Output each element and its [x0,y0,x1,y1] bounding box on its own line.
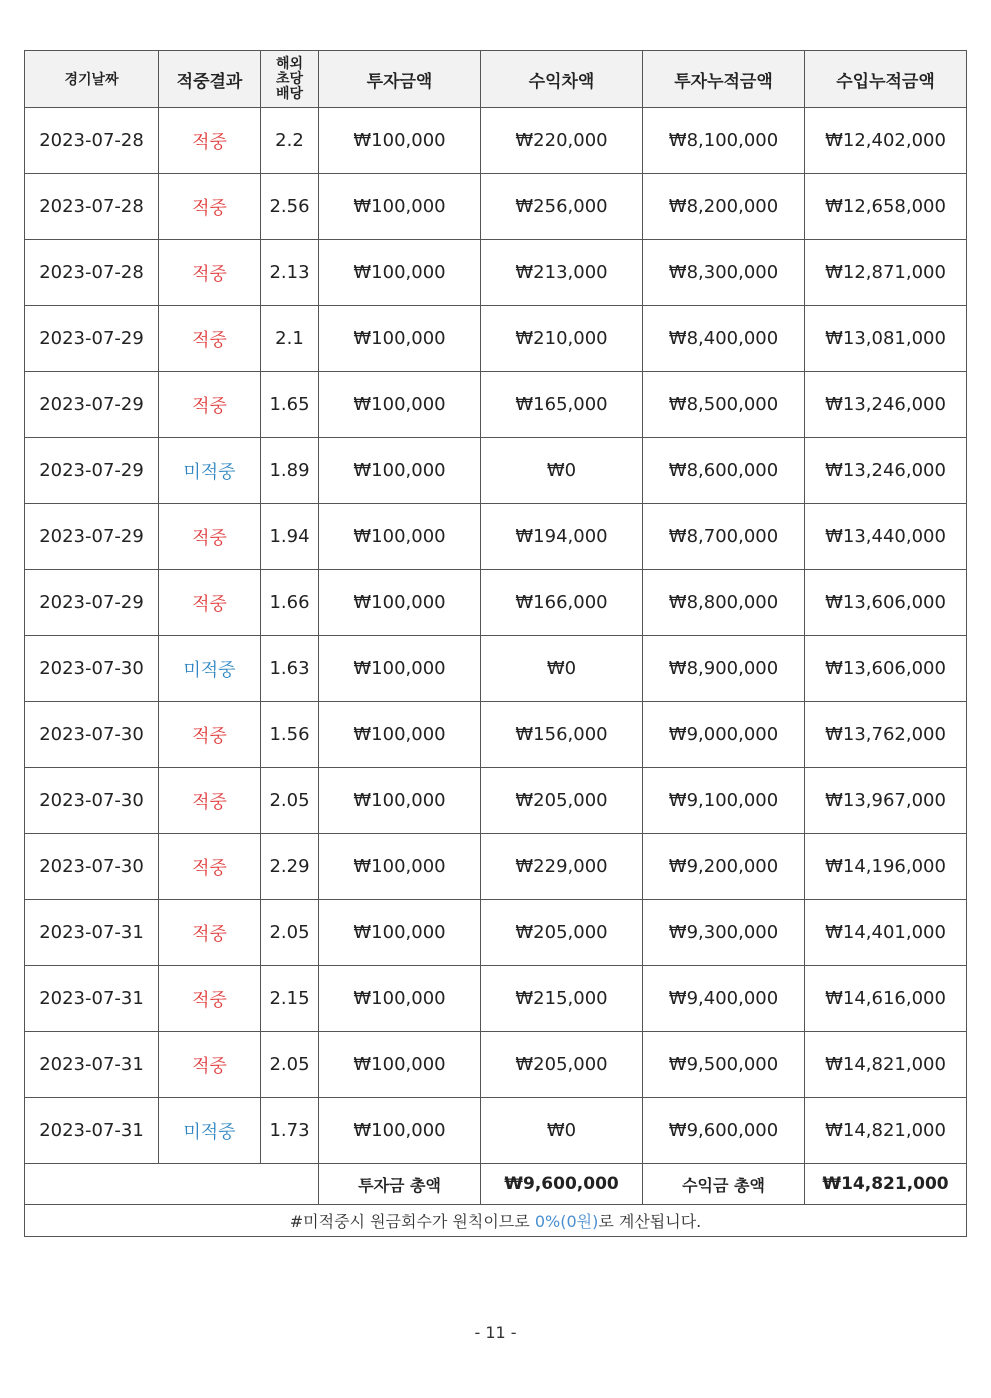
row-result: 적중 [159,768,261,834]
row-invest-cumulative: ₩9,400,000 [643,966,805,1032]
row-odds: 1.65 [261,372,319,438]
row-invest-cumulative: ₩8,900,000 [643,636,805,702]
row-date: 2023-07-28 [25,240,159,306]
table-row [25,900,967,966]
row-odds: 2.15 [261,966,319,1032]
header-odds-line-1: 해외 [275,55,304,72]
row-profit: ₩0 [481,1098,643,1164]
row-income-cumulative: ₩13,246,000 [805,438,967,504]
row-invest: ₩100,000 [319,504,481,570]
invest-total-label: 투자금 총액 [319,1164,481,1205]
row-invest: ₩100,000 [319,768,481,834]
row-date: 2023-07-28 [25,174,159,240]
row-result: 적중 [159,174,261,240]
row-odds: 1.63 [261,636,319,702]
row-income-cumulative: ₩13,606,000 [805,570,967,636]
invest-total-value: ₩9,600,000 [481,1164,643,1205]
row-date: 2023-07-29 [25,438,159,504]
row-result: 미적중 [159,636,261,702]
row-date: 2023-07-30 [25,768,159,834]
row-date: 2023-07-30 [25,702,159,768]
row-date: 2023-07-29 [25,570,159,636]
row-profit: ₩220,000 [481,108,643,174]
table-row [25,702,967,768]
row-profit: ₩213,000 [481,240,643,306]
row-profit: ₩166,000 [481,570,643,636]
row-odds: 1.89 [261,438,319,504]
row-invest-cumulative: ₩8,200,000 [643,174,805,240]
betting-ledger-table [24,50,967,1237]
row-invest: ₩100,000 [319,1098,481,1164]
row-invest-cumulative: ₩9,200,000 [643,834,805,900]
row-invest: ₩100,000 [319,900,481,966]
row-invest: ₩100,000 [319,438,481,504]
row-profit: ₩0 [481,636,643,702]
row-odds: 2.05 [261,1032,319,1098]
row-odds: 2.2 [261,108,319,174]
note-prefix: #미적중시 원금회수가 원칙이므로 [289,1212,535,1231]
row-income-cumulative: ₩14,616,000 [805,966,967,1032]
row-odds: 1.94 [261,504,319,570]
table-row [25,1098,967,1164]
row-invest-cumulative: ₩9,100,000 [643,768,805,834]
row-income-cumulative: ₩13,246,000 [805,372,967,438]
row-income-cumulative: ₩14,401,000 [805,900,967,966]
row-income-cumulative: ₩14,196,000 [805,834,967,900]
row-invest: ₩100,000 [319,372,481,438]
row-date: 2023-07-31 [25,900,159,966]
row-income-cumulative: ₩12,871,000 [805,240,967,306]
row-profit: ₩215,000 [481,966,643,1032]
row-result: 적중 [159,504,261,570]
row-invest-cumulative: ₩8,800,000 [643,570,805,636]
row-invest-cumulative: ₩8,500,000 [643,372,805,438]
row-date: 2023-07-31 [25,1032,159,1098]
note-row [25,1205,967,1237]
row-invest: ₩100,000 [319,702,481,768]
row-odds: 2.13 [261,240,319,306]
table-row [25,768,967,834]
row-result: 적중 [159,372,261,438]
row-invest-cumulative: ₩8,100,000 [643,108,805,174]
row-result: 적중 [159,702,261,768]
row-income-cumulative: ₩14,821,000 [805,1032,967,1098]
table-row [25,636,967,702]
row-invest: ₩100,000 [319,174,481,240]
row-income-cumulative: ₩13,606,000 [805,636,967,702]
header-profit: 수익차액 [481,51,643,108]
row-profit: ₩194,000 [481,504,643,570]
table-row [25,240,967,306]
row-date: 2023-07-31 [25,1098,159,1164]
row-result: 적중 [159,900,261,966]
row-profit: ₩229,000 [481,834,643,900]
row-profit: ₩165,000 [481,372,643,438]
row-date: 2023-07-30 [25,834,159,900]
row-odds: 1.66 [261,570,319,636]
header-odds-line-3: 배당 [275,85,304,102]
table-row [25,438,967,504]
row-profit: ₩205,000 [481,768,643,834]
row-odds: 2.05 [261,768,319,834]
row-invest-cumulative: ₩8,300,000 [643,240,805,306]
row-result: 적중 [159,306,261,372]
note-cell [25,1205,967,1237]
header-date: 경기날짜 [25,51,159,108]
row-odds: 2.05 [261,900,319,966]
table-row [25,1032,967,1098]
row-result: 적중 [159,108,261,174]
header-row [25,51,967,108]
row-income-cumulative: ₩13,967,000 [805,768,967,834]
row-result: 미적중 [159,1098,261,1164]
row-profit: ₩205,000 [481,900,643,966]
page-number: - 11 - [474,1323,517,1342]
row-income-cumulative: ₩13,440,000 [805,504,967,570]
row-invest-cumulative: ₩9,300,000 [643,900,805,966]
table-row [25,372,967,438]
row-date: 2023-07-29 [25,504,159,570]
row-invest: ₩100,000 [319,306,481,372]
table-row [25,108,967,174]
row-invest-cumulative: ₩8,600,000 [643,438,805,504]
row-date: 2023-07-30 [25,636,159,702]
table-row [25,504,967,570]
row-profit: ₩205,000 [481,1032,643,1098]
header-odds-line-2: 초당 [275,70,304,87]
row-result: 적중 [159,966,261,1032]
row-date: 2023-07-29 [25,372,159,438]
table-row [25,174,967,240]
row-income-cumulative: ₩13,762,000 [805,702,967,768]
row-invest: ₩100,000 [319,966,481,1032]
row-result: 적중 [159,570,261,636]
row-invest-cumulative: ₩8,700,000 [643,504,805,570]
note-suffix: 로 계산됩니다. [598,1212,702,1231]
row-profit: ₩256,000 [481,174,643,240]
row-date: 2023-07-29 [25,306,159,372]
row-date: 2023-07-31 [25,966,159,1032]
row-invest: ₩100,000 [319,834,481,900]
row-odds: 1.56 [261,702,319,768]
totals-spacer [25,1164,319,1205]
row-invest: ₩100,000 [319,108,481,174]
note-highlight: 0%(0원) [534,1212,599,1231]
row-income-cumulative: ₩12,402,000 [805,108,967,174]
row-odds: 2.1 [261,306,319,372]
row-income-cumulative: ₩13,081,000 [805,306,967,372]
header-result: 적중결과 [159,51,261,108]
row-invest-cumulative: ₩8,400,000 [643,306,805,372]
header-invest-cumulative: 투자누적금액 [643,51,805,108]
row-invest-cumulative: ₩9,000,000 [643,702,805,768]
income-total-label: 수익금 총액 [643,1164,805,1205]
row-income-cumulative: ₩14,821,000 [805,1098,967,1164]
table-row [25,570,967,636]
row-odds: 2.56 [261,174,319,240]
row-invest-cumulative: ₩9,600,000 [643,1098,805,1164]
row-odds: 1.73 [261,1098,319,1164]
totals-row [25,1164,967,1205]
row-invest: ₩100,000 [319,1032,481,1098]
row-income-cumulative: ₩12,658,000 [805,174,967,240]
row-odds: 2.29 [261,834,319,900]
row-result: 적중 [159,1032,261,1098]
header-invest: 투자금액 [319,51,481,108]
row-invest-cumulative: ₩9,500,000 [643,1032,805,1098]
row-result: 적중 [159,834,261,900]
header-odds [261,51,319,108]
row-invest: ₩100,000 [319,240,481,306]
ledger-body [25,108,967,1164]
income-total-value: ₩14,821,000 [805,1164,967,1205]
row-invest: ₩100,000 [319,636,481,702]
row-invest: ₩100,000 [319,570,481,636]
header-income-cumulative: 수입누적금액 [805,51,967,108]
row-profit: ₩156,000 [481,702,643,768]
row-profit: ₩210,000 [481,306,643,372]
row-result: 적중 [159,240,261,306]
table-row [25,306,967,372]
row-result: 미적중 [159,438,261,504]
table-row [25,966,967,1032]
row-date: 2023-07-28 [25,108,159,174]
row-profit: ₩0 [481,438,643,504]
table-row [25,834,967,900]
